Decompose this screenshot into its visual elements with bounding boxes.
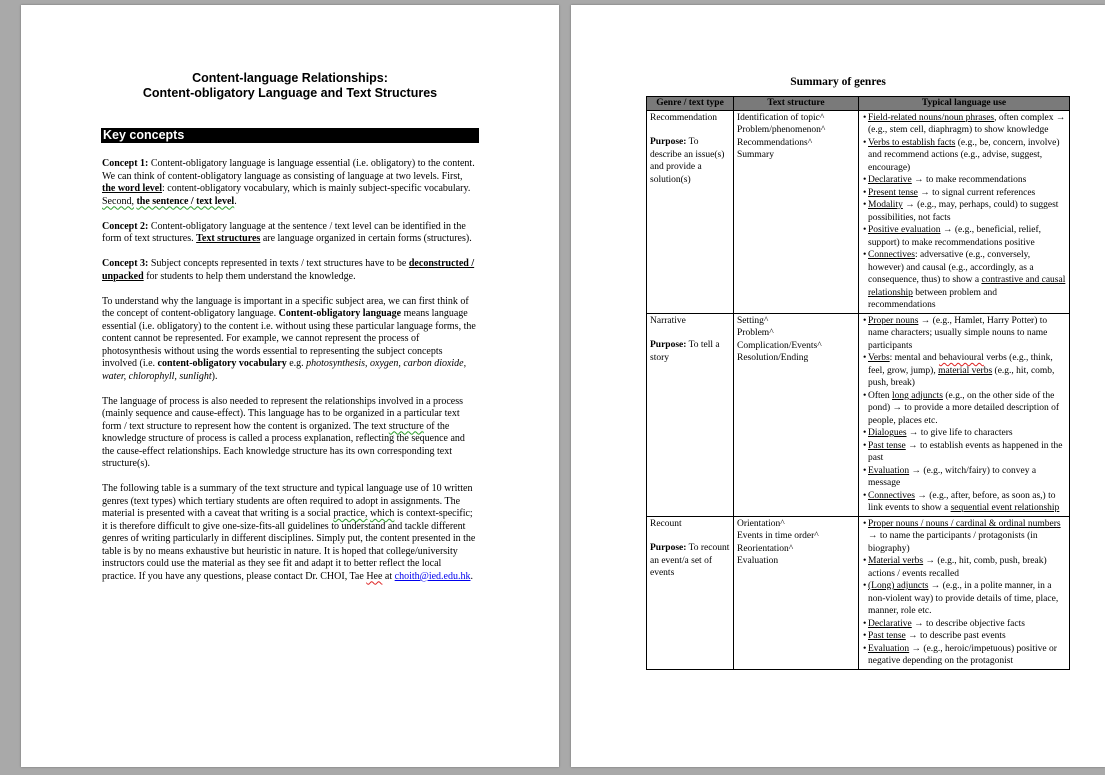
language-use-item: [862, 137, 1066, 175]
concept-3-text-a: Subject concepts represented in texts / text structures have to be: [148, 258, 409, 269]
language-use-cell: [859, 110, 1070, 313]
structure-item: Complication/Events^: [737, 340, 822, 351]
left-body-text: [102, 158, 477, 596]
right-page: [571, 5, 1105, 767]
concept-1-text-b: : content-obligatory vocabulary, which is mainly subject-specific vocabulary.: [162, 183, 471, 194]
structure-item: Events in time order^: [737, 531, 819, 541]
use-term: Evaluation: [868, 465, 910, 476]
genre-name: Recommendation: [650, 112, 718, 123]
language-use-item: [862, 390, 1066, 428]
language-use-item: [862, 112, 1066, 137]
table-header-row: [647, 97, 1070, 111]
use-text-2: verbs (e.g., think, feel, grow, jump),: [868, 353, 1053, 376]
use-term: Past tense: [868, 440, 906, 451]
use-text-3: (e.g., hit, comb, push, break): [868, 365, 1055, 388]
hee-word: Hee: [366, 570, 383, 582]
use-text: → (e.g., hit, comb, push, break) actions / events recalled: [868, 556, 1047, 579]
email-link[interactable]: choith@ied.edu.hk: [394, 570, 471, 582]
text-structures-term: Text structures: [196, 233, 261, 244]
use-term: Dialogues: [868, 428, 907, 438]
use-term-2: contrastive and causal relationship: [868, 275, 1066, 298]
purpose-label: Purpose:: [650, 137, 687, 147]
genre-purpose: [650, 542, 730, 580]
structure-item: Resolution/Ending: [737, 353, 809, 363]
use-text-2: between problem and recommendations: [868, 287, 998, 310]
concept-1-label: Concept 1:: [102, 158, 149, 169]
language-use-item: [862, 199, 1066, 224]
language-use-item: [862, 224, 1066, 249]
table-row: [647, 313, 1070, 516]
header-structure: Text structure: [734, 97, 859, 111]
language-use-item: [862, 580, 1066, 618]
concept-1-paragraph: [102, 158, 477, 208]
language-use-item: [862, 630, 1066, 643]
use-text: → to describe past events: [905, 631, 1006, 641]
language-use-item: [862, 465, 1066, 490]
use-text: → (e.g., Hamlet, Harry Potter) to name characters; usually simple nouns to name participants: [868, 315, 1048, 351]
use-text: → (e.g., witch/fairy) to convey a message: [868, 465, 1037, 488]
title-line-2: Content-obligatory Language and Text Structures: [142, 86, 438, 100]
cov-term: content-obligatory vocabulary: [157, 358, 287, 369]
deconstructed-term: deconstructed / unpacked: [102, 258, 475, 282]
para-4-text-a: To understand why the language is important in a specific subject area, we can first think of the concept of content-obligatory language.: [102, 295, 469, 319]
para-6-text-e: .: [470, 570, 473, 582]
structure-item: Problem^: [737, 328, 774, 338]
structure-item: Setting^: [737, 315, 769, 326]
summary-intro-paragraph: [102, 483, 477, 583]
use-text: → to establish events as happened in the past: [868, 440, 1063, 463]
use-term: Field-related nouns/noun phrases: [868, 112, 995, 123]
practice-word: practice,: [333, 508, 368, 519]
word-level-term: the word level: [102, 183, 162, 194]
structure-item: Summary: [737, 150, 774, 160]
structure-cell: [734, 516, 859, 669]
use-term: Connectives: [868, 250, 915, 260]
concept-1-end: .: [234, 195, 237, 207]
use-term: Proper nouns: [868, 315, 919, 326]
genre-purpose: [650, 339, 730, 364]
para-4-text-b: means language essential (i.e. obligatory) to the content i.e. without using these particular language forms, the content cannot be represented. For example, we cannot represent the process of photosynthesis without using the words essential to representing the subject concepts involved (i.e.: [102, 308, 476, 369]
concept-2-text-b: are language organized in certain forms (structures).: [260, 233, 472, 244]
para-5-text-b: of the knowledge structure of process is called a process explanation, reflecting the sequence and the cause-effect relationships. Each knowledge structure has its own corresponding text structure(s).: [102, 420, 465, 469]
language-use-cell: [859, 313, 1070, 516]
use-text: (e.g., be, concern, involve) and recommend actions (e.g., advise, suggest, encourage): [868, 137, 1060, 173]
language-use-item: [862, 352, 1066, 390]
use-text: (e.g., on the other side of the pond) → to provide a more detailed description of people, places etc.: [868, 390, 1060, 426]
structure-item: Recommendations^: [737, 137, 813, 148]
sentence-level-term: the sentence / text level: [136, 195, 235, 207]
para-6-text-d: at: [382, 570, 395, 582]
use-term: Modality: [868, 200, 903, 210]
left-page: [21, 5, 559, 767]
genre-purpose: [650, 136, 730, 186]
use-term: (Long) adjuncts: [868, 581, 929, 591]
use-term: Connectives: [868, 490, 915, 501]
para-4-text-d: ).: [211, 370, 218, 382]
use-term-2: sequential event relationship: [950, 503, 1060, 513]
language-use-item: [862, 618, 1066, 631]
purpose-label: Purpose:: [650, 543, 687, 553]
table-row: [647, 516, 1070, 669]
concept-3-label: Concept 3:: [102, 258, 149, 269]
language-use-cell: [859, 516, 1070, 669]
genre-cell: [647, 516, 734, 669]
use-prefix: Often: [868, 390, 893, 401]
second-word: Second,: [102, 195, 134, 207]
language-use-item: [862, 643, 1066, 668]
structure-item: Orientation^: [737, 518, 785, 529]
genres-table: [646, 96, 1070, 670]
document-title: [21, 71, 559, 101]
language-use-item: [862, 490, 1066, 515]
concept-2-text-a: Content-obligatory language at the sentence / text level can be identified in the form of text structures.: [102, 220, 466, 244]
header-language-use: Typical language use: [859, 97, 1070, 111]
para-6-text-c: is context-specific; it is therefore difficult to give one-size-fits-all guidelines to understand and tackle different genres of writing particularly in different disciplines. Simply put, the content presented in the table is by no means exhaustive but heuristic in nature. It is hoped that college/university instructors could use the material as they see fit and adapt it to better reflect the local practice. If you have any questions, please contact Dr. CHOI, Tae: [102, 508, 476, 582]
use-text: → to signal current references: [917, 187, 1036, 198]
para-5-text-a: The language of process is also needed to represent the relationships involved in a process (mainly sequence and cause-effect). This language has to be organized in a particular text form / text structure to represent how the content is organized. The text: [102, 395, 464, 432]
use-text: → (e.g., after, before, as soon as,) to link events to show a: [868, 490, 1056, 513]
use-text: → (e.g., in a polite manner, in a non-violent way) to provide details of time, place, manner, role etc.: [868, 581, 1059, 616]
use-term: long adjuncts: [892, 390, 943, 401]
concept-2-label: Concept 2:: [102, 220, 149, 232]
use-term: Material verbs: [868, 556, 924, 566]
purpose-text: To describe an issue(s) and provide a solution(s): [650, 137, 725, 185]
use-term: Positive evaluation: [868, 225, 941, 235]
language-use-item: [862, 518, 1066, 556]
use-term: Past tense: [868, 631, 906, 641]
para-4-text-c: e.g.: [286, 358, 307, 369]
structure-cell: [734, 313, 859, 516]
para-6-text-a: The following table is a summary of the text structure and typical language use of 10 written genres (text types) which tertiary students are often required to adopt in assignments. The material is presented with a caveat that writing is a social: [102, 483, 473, 519]
use-term-2: behavioural: [938, 353, 984, 363]
use-term: Present tense: [868, 187, 918, 198]
use-text: → to describe objective facts: [911, 618, 1025, 629]
use-term: Declarative: [868, 175, 912, 185]
summary-title: Summary of genres: [790, 76, 886, 88]
use-term: Declarative: [868, 618, 912, 629]
language-use-item: [862, 440, 1066, 465]
col-term: Content-obligatory language: [278, 308, 402, 319]
use-text: → to name the participants / protagonists (in biography): [868, 531, 1038, 554]
concept-3-text-b: for students to help them understand the knowledge.: [143, 270, 356, 282]
use-text: → (e.g., may, perhaps, could) to suggest possibilities, not facts: [868, 200, 1059, 223]
genre-cell: [647, 110, 734, 313]
language-use-item: [862, 249, 1066, 312]
concept-1-text-a: Content-obligatory language is language essential (i.e. obligatory) to the content. We can think of content-obligatory language as consisting of language at two levels. First,: [102, 158, 475, 182]
genres-table-body: [647, 110, 1070, 669]
use-text: : mental and: [889, 353, 939, 363]
use-text: → to give life to characters: [906, 428, 1013, 438]
language-use-item: [862, 427, 1066, 440]
purpose-label: Purpose:: [650, 340, 687, 350]
structure-item: Problem/phenomenon^: [737, 125, 826, 135]
language-use-item: [862, 315, 1066, 353]
use-term: Evaluation: [868, 643, 910, 654]
genre-name: Recount: [650, 518, 682, 529]
use-text: → (e.g., heroic/impetuous) positive or negative depending on the protagonist: [868, 643, 1057, 666]
use-term-3: material verbs: [938, 365, 993, 376]
genre-cell: [647, 313, 734, 516]
use-text: → (e.g., beneficial, relief, support) to make recommendations positive: [868, 225, 1042, 248]
concept-2-paragraph: [102, 221, 477, 246]
content-obligatory-paragraph: [102, 296, 477, 384]
title-line-1: Content-language Relationships:: [192, 71, 388, 85]
genre-name: Narrative: [650, 315, 686, 326]
language-use-item: [862, 187, 1066, 200]
header-genre: Genre / text type: [647, 97, 734, 111]
concept-3-paragraph: [102, 258, 477, 283]
structure-item: Evaluation: [737, 556, 779, 566]
use-text: → to make recommendations: [911, 175, 1027, 185]
structure-word: structure: [388, 420, 424, 432]
photosynthesis-examples: photosynthesis, oxygen, carbon dioxide, water, chlorophyll, sunlight: [102, 358, 467, 382]
purpose-text: To recount an event/a set of events: [650, 543, 730, 578]
purpose-text: To tell a story: [650, 340, 720, 363]
key-concepts-heading: Key concepts: [101, 128, 479, 143]
which-word: which: [369, 508, 395, 519]
use-text: , often complex → (e.g., stem cell, diaphragm) to show knowledge: [868, 112, 1066, 135]
use-term: Verbs: [868, 353, 890, 363]
language-use-item: [862, 555, 1066, 580]
use-term: Proper nouns / nouns / cardinal & ordinal numbers: [868, 518, 1061, 529]
use-text: : adversative (e.g., conversely, however) and causal (e.g., accordingly, as a consequence, thus) to show a: [868, 250, 1034, 285]
structure-cell: [734, 110, 859, 313]
structure-item: Reorientation^: [737, 543, 794, 554]
table-row: [647, 110, 1070, 313]
structure-item: Identification of topic^: [737, 112, 825, 123]
language-of-process-paragraph: [102, 396, 477, 471]
use-term: Verbs to establish facts: [868, 137, 956, 148]
language-use-item: [862, 174, 1066, 187]
